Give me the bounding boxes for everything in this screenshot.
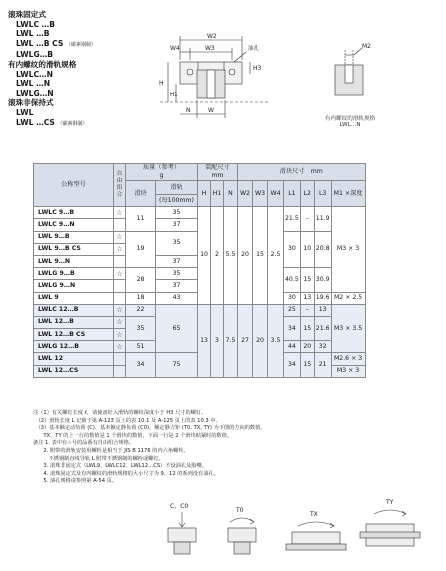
variant-item: LWL …B CS （碳素钢制） xyxy=(16,38,96,48)
note-line: 注（1）有关螺钉长度 ℓ，请使备好入滑轨的螺纹深度小于 H3 尺寸的螺钉。 xyxy=(33,410,207,416)
tx-label: TX xyxy=(310,511,318,518)
moment-direction-diagram xyxy=(160,498,430,568)
oil-hole-label: 油孔 xyxy=(248,46,260,52)
h3-label: H3 xyxy=(253,65,262,72)
c-c0-label: C、C0 xyxy=(170,503,189,510)
inner-thread-rail-diagram xyxy=(320,40,380,110)
l2-col: L2 xyxy=(300,181,314,207)
w2-label: W2 xyxy=(207,33,217,40)
note-line: TX、TY 的上一行的数值是 1 个滑块的数值，下面一行是 2 个滑块贴紧时的数值。 xyxy=(33,432,233,439)
w4-col: W4 xyxy=(268,181,284,207)
variant-item: LWL …B xyxy=(16,29,50,39)
table-row: LWL 12…CS M3 × 3 xyxy=(34,365,366,377)
table-row: LWLC 9…N 37 xyxy=(34,219,366,231)
table-row: LWLG 9…N 37 xyxy=(34,280,366,292)
note-line: 4. 滚珠固定式及有内螺纹的滑轨规格的大小尺寸为 9、12 的系列没有油孔。 xyxy=(33,470,219,477)
slide-header: 滑块尺寸 mm xyxy=(238,164,366,181)
m1-col: M1 ×深度 xyxy=(331,181,365,207)
block-header: 滑块 xyxy=(126,181,156,207)
rail-unit-header: (每100mm) xyxy=(156,195,198,207)
note-line: （3）基本额定动负荷 (C)、基本额定静负荷 (C0)、额定静力矩 (T0, TX, TY) 为下图的方向的数值。 xyxy=(33,425,266,432)
table-row: LWL 9…B ☆ 19 35 30 10 20.8 xyxy=(34,231,366,243)
notes-section xyxy=(33,410,393,486)
guide-cross-section-diagram xyxy=(150,30,290,125)
model-header: 公称型号 xyxy=(34,164,114,207)
table-row: LWL 9…N 37 xyxy=(34,255,366,267)
table-row: LWLC 12…B ☆ 22 65 13 3 7.5 27 20 3.5 25 – 13 M3 × 3.5 xyxy=(34,304,366,316)
l1-col: L1 xyxy=(284,181,301,207)
m2-label: M2 xyxy=(362,43,371,50)
variant-item: LWLC…N xyxy=(16,69,53,79)
table-row: LWLG 12…B ☆ 51 44 20 32 xyxy=(34,341,366,353)
variant-item: LWL …N xyxy=(16,79,51,89)
variant-item: LWLC …B xyxy=(16,19,56,29)
note-line: （2）滑轨长度 L 记载于第 A-123 页上的表 10.1 及 A-125 页上的表 10.3 中。 xyxy=(33,417,221,424)
n-col: N xyxy=(224,181,238,207)
mass-header: 质量（参考） g xyxy=(126,164,198,181)
w3-col: W3 xyxy=(253,181,268,207)
h1-col: H1 xyxy=(211,181,224,207)
note-line: 不锈钢制直线导轨 L 附带不锈钢制的螺栓或螺钉。 xyxy=(33,455,164,462)
note-line: 2. 附带的滑轨安装用螺栓是相当于 JIS B 1176 的内六角螺栓。 xyxy=(33,447,189,454)
h-col: H xyxy=(198,181,211,207)
table-row: LWL 12 34 75 34 15 21 M2.6 × 3 xyxy=(34,353,366,365)
h1-label: H1 xyxy=(170,92,178,98)
table-row: LWL 9…B CS ☆ xyxy=(34,243,366,255)
table-row: LWLC 9…B ☆ 11 35 10 2 5.5 20 15 2.5 21.5 – 11.9 M3 × 3 xyxy=(34,207,366,219)
variant-item: LWL xyxy=(16,107,34,117)
w2-col: W2 xyxy=(238,181,253,207)
table-row: LWL 12…B ☆ 35 34 15 21.6 xyxy=(34,316,366,328)
variant-item: LWLG…N xyxy=(16,88,54,98)
ty-label: TY xyxy=(386,499,394,506)
w-label: W xyxy=(208,107,214,114)
t0-label: T0 xyxy=(236,507,244,514)
w3-label: W3 xyxy=(205,45,215,52)
interchange-header: 自由组合 xyxy=(114,164,126,207)
note-line: 备注 1. 表中有☆号的品番有自由组合规格。 xyxy=(33,440,135,447)
variant-item: LWLG…B xyxy=(16,50,54,60)
table-row: LWLG 9…B ☆ 28 35 40.5 15 30.9 xyxy=(34,268,366,280)
table-row: LWL 9 18 43 30 13 19.6 M2 × 2.5 xyxy=(34,292,366,304)
group-heading: 滚珠固定式 xyxy=(8,10,46,19)
n-label: N xyxy=(186,107,191,114)
rail-header: 滑轨 xyxy=(156,181,198,195)
w4-label: W4 xyxy=(170,45,180,52)
spec-table xyxy=(33,163,366,378)
h-label: H xyxy=(159,80,164,87)
variant-item: LWL …CS （碳素钢制） xyxy=(16,117,88,127)
group-heading: 滚珠非保持式 xyxy=(8,98,54,108)
assembly-header: 装配尺寸 mm xyxy=(198,164,238,181)
note-line: 3. 滚珠非固定式（LWL9、LWLC12、LWL12…CS）不设油孔及脂嘴。 xyxy=(33,463,207,470)
inner-thread-caption: 有内螺纹的滑轨规格 LWL…N xyxy=(324,116,376,128)
note-line: 5. 油孔规格请参照第 A-54 页。 xyxy=(33,478,118,485)
table-row: LWL 12…B CS ☆ xyxy=(34,329,366,341)
group-heading: 有内螺纹的滑轨规格 xyxy=(8,59,77,69)
l3-col: L3 xyxy=(314,181,331,207)
product-variant-list xyxy=(8,10,136,129)
